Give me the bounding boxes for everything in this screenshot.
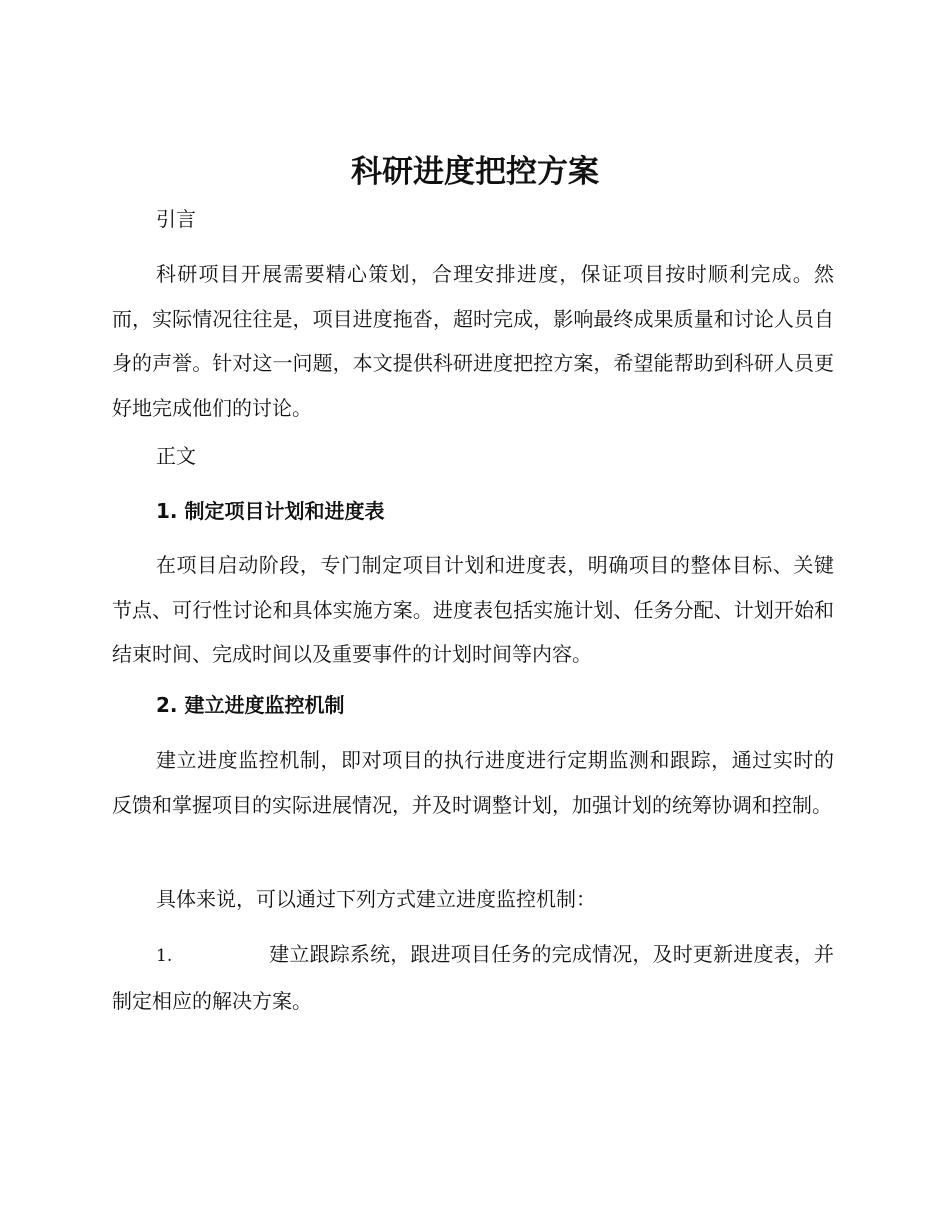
section-1-heading: 1. 制定项目计划和进度表 (156, 499, 385, 523)
list-item-text: 建立跟踪系统，跟进项目任务的完成情况，及时更新进度表，并制定相应的解决方案。 (112, 942, 834, 1013)
list-item (112, 932, 834, 1023)
body-heading: 正文 (156, 444, 196, 468)
section-2-lead: 具体来说，可以通过下列方式建立进度监控机制： (156, 887, 596, 911)
section-1-paragraph: 在项目启动阶段，专门制定项目计划和进度表，明确项目的整体目标、关键节点、可行性讨论和具体实施方案。进度表包括实施计划、任务分配、计划开始和结束时间、完成时间以及重要事件的计划时间等内容。 (112, 553, 834, 667)
document-title: 科研进度把控方案 (351, 154, 599, 190)
section-2-paragraph: 建立进度监控机制，即对项目的执行进度进行定期监测和跟踪，通过实时的反馈和掌握项目的实际进展情况，并及时调整计划，加强计划的统筹协调和控制。 (112, 748, 834, 817)
section-2-heading: 2. 建立进度监控机制 (156, 693, 345, 717)
intro-paragraph: 科研项目开展需要精心策划，合理安排进度，保证项目按时顺利完成。然而，实际情况往往是，项目进度拖沓，超时完成，影响最终成果质量和讨论人员自身的声誉。针对这一问题，本文提供科研进度把控方案，希望能帮助到科研人员更好地完成他们的讨论。 (112, 262, 834, 420)
list-item-number: 1. (156, 946, 173, 966)
intro-heading: 引言 (156, 207, 196, 231)
